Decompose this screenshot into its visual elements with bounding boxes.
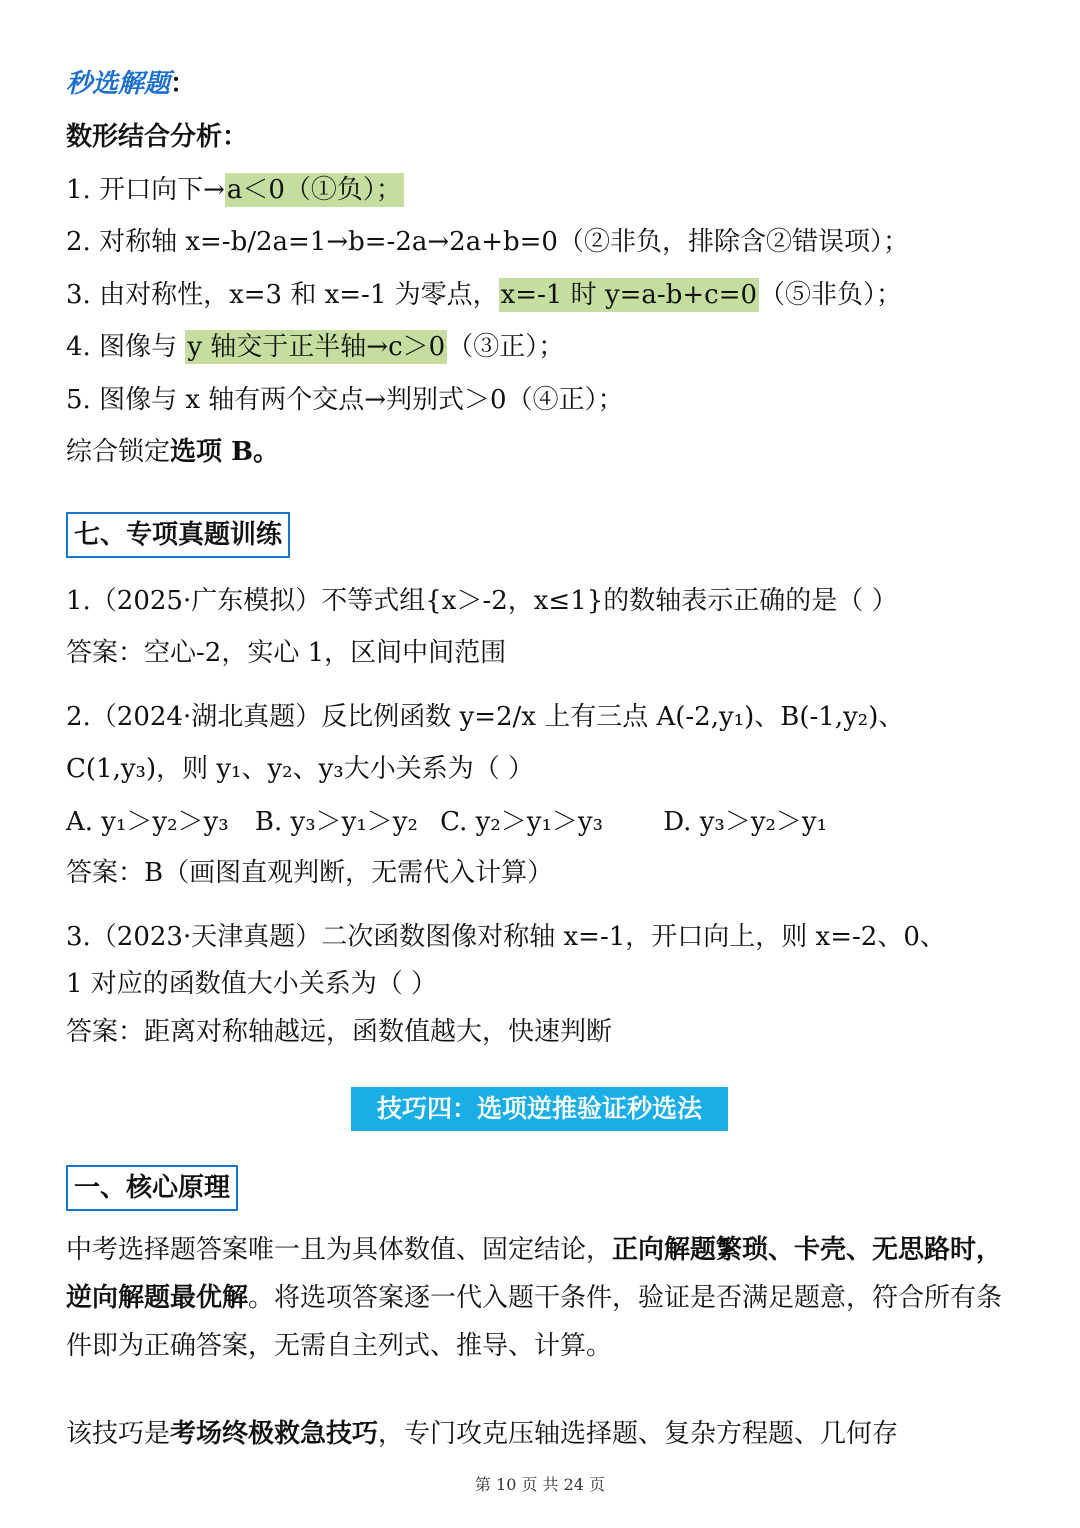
section-title: 秒选解题：: [66, 69, 197, 99]
option-b: B. y₃＞y₁＞y₂: [254, 807, 418, 837]
question-2-options: [66, 802, 827, 842]
step-4: 4. 图像与 y 轴交于正半轴→c＞0（③正）；: [66, 332, 565, 362]
question-3-line-1: 3.（2023·天津真题）二次函数图像对称轴 x=-1，开口向上，则 x=-2、0、: [66, 922, 946, 952]
highlight: x=-1 时 y=a-b+c=0: [500, 280, 758, 310]
conclusion: 综合锁定选项 B。: [66, 437, 280, 467]
question-2-line-2: C(1,y₃)，则 y₁、y₂、y₃大小关系为（ ）: [66, 754, 534, 784]
technique-four-banner: 技巧四：选项逆推验证秒选法: [351, 1087, 728, 1131]
option-a: A. y₁＞y₂＞y₃: [66, 807, 229, 837]
answer-3: 答案：距离对称轴越远，函数值越大，快速判断: [66, 1017, 613, 1047]
page-footer: 第 10 页 共 24 页: [474, 1475, 606, 1494]
question-2-line-1: 2.（2024·湖北真题）反比例函数 y=2/x 上有三点 A(-2,y₁)、B(-1,y₂)、: [66, 702, 905, 732]
training-heading: 七、专项真题训练: [66, 512, 290, 558]
quick-solve-title: 秒选解题: [66, 69, 171, 99]
option-d: D. y₃＞y₂＞y₁: [663, 807, 828, 837]
option-c: C. y₂＞y₁＞y₃: [440, 807, 603, 837]
highlight: y 轴交于正半轴→c＞0: [187, 332, 446, 362]
step-5: 5. 图像与 x 轴有两个交点→判别式＞0（④正）；: [66, 385, 624, 415]
question-3-line-2: 1 对应的函数值大小关系为（ ）: [66, 969, 438, 999]
step-1: 1. 开口向下→a＜0（①负）；: [66, 175, 402, 205]
step-2: 2. 对称轴 x=-b/2a=1→b=-2a→2a+b=0（②非负，排除含②错误项）；: [66, 227, 909, 257]
analysis-heading: 数形结合分析：: [66, 122, 249, 152]
core-principle-heading: 一、核心原理: [66, 1165, 238, 1211]
step-3: 3. 由对称性，x=3 和 x=-1 为零点，x=-1 时 y=a-b+c=0（⑤非负）；: [66, 280, 903, 310]
answer-2: 答案：B（画图直观判断，无需代入计算）: [66, 858, 554, 888]
technique-paragraph: 该技巧是考场终极救急技巧，专门攻克压轴选择题、复杂方程题、几何存: [66, 1419, 899, 1449]
principle-paragraph: 中考选择题答案唯一且为具体数值、固定结论，正向解题繁琐、卡壳、无思路时，逆向解题最优解。将选项答案逐一代入题干条件，验证是否满足题意，符合所有条件即为正确答案，无需自主列式、推导、计算。: [66, 1235, 1003, 1361]
answer-1: 答案：空心-2，实心 1，区间中间范围: [66, 638, 507, 668]
highlight: a＜0（①负）；: [226, 175, 402, 205]
question-1: 1.（2025·广东模拟）不等式组{x＞-2，x≤1}的数轴表示正确的是（ ）: [66, 586, 898, 616]
